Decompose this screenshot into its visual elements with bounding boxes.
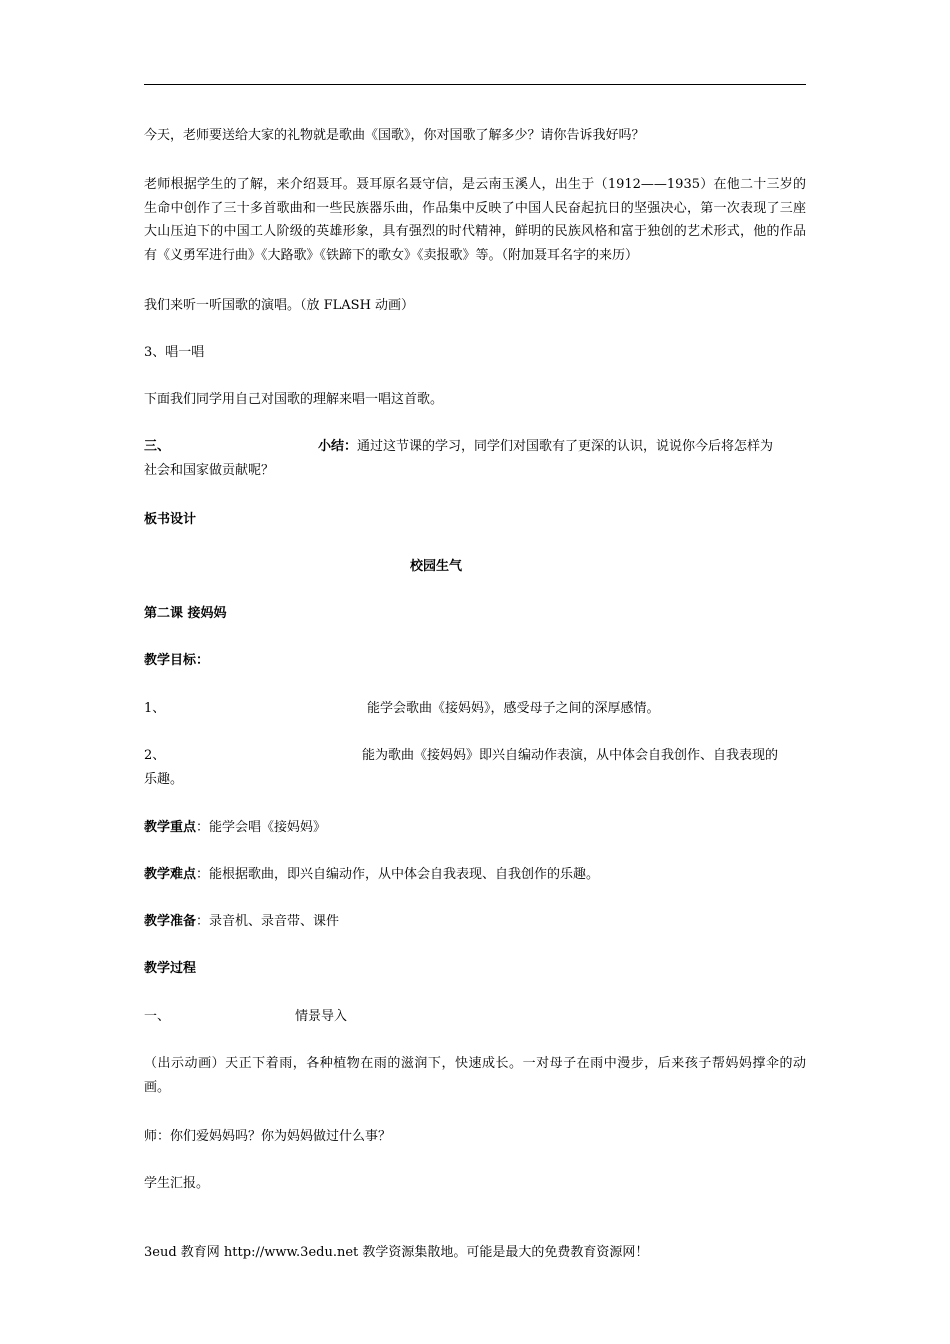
- summary-line-1: [318, 435, 773, 459]
- step-sing-heading: 3、唱一唱: [144, 345, 205, 360]
- preparation-text: ：录音机、录音带、课件: [196, 914, 340, 929]
- objective-1-text: 能学会歌曲《接妈妈》，感受母子之间的深厚感情。: [367, 701, 660, 716]
- objective-1-number: 1、: [144, 701, 166, 716]
- key-point-line: [144, 816, 326, 840]
- objective-2-text-2: 乐趣。: [144, 772, 184, 787]
- objective-2-number: 2、: [144, 748, 166, 763]
- step-1-title: 情景导入: [295, 1009, 348, 1024]
- summary-text-1: 通过这节课的学习，同学们对国歌有了更深的认识，说说你今后将怎样为: [357, 439, 774, 454]
- difficulty-line: [144, 863, 599, 887]
- paragraph-sing-together: 下面我们同学用自己对国歌的理解来唱一唱这首歌。: [144, 392, 444, 407]
- unit-title: 校园生气: [410, 559, 463, 574]
- objectives-heading: 教学目标：: [144, 653, 210, 668]
- objective-2-text-1: 能为歌曲《接妈妈》即兴自编动作表演，从中体会自我创作、自我表现的: [362, 748, 779, 763]
- summary-label: 小结：: [318, 439, 358, 454]
- difficulty-label: 教学难点: [144, 867, 197, 882]
- paragraph-student-report: 学生汇报。: [144, 1176, 210, 1191]
- paragraph-animation: （出示动画）天正下着雨，各种植物在雨的滋润下，快速成长。一对母子在雨中漫步，后来孩子帮妈妈撑伞的动画。: [144, 1056, 806, 1095]
- difficulty-text: ：能根据歌曲，即兴自编动作，从中体会自我表现、自我创作的乐趣。: [196, 867, 600, 882]
- paragraph-listen: 我们来听一听国歌的演唱。（放 FLASH 动画）: [144, 298, 415, 313]
- header-rule: [144, 84, 806, 85]
- lesson-title: 第二课 接妈妈: [144, 606, 227, 621]
- summary-number: 三、: [144, 439, 171, 454]
- paragraph-teacher-question: 师：你们爱妈妈吗？你为妈妈做过什么事？: [144, 1129, 392, 1144]
- key-point-text: ：能学会唱《接妈妈》: [196, 820, 327, 835]
- key-point-label: 教学重点: [144, 820, 197, 835]
- preparation-line: [144, 910, 339, 934]
- preparation-label: 教学准备: [144, 914, 197, 929]
- footer-text: 3eud 教育网 http://www.3edu.net 教学资源集散地。可能是最大的免费教育资源网！: [144, 1245, 649, 1260]
- paragraph-nie-er-intro: 老师根据学生的了解，来介绍聂耳。聂耳原名聂守信，是云南玉溪人，出生于（1912——1935）在他二十三岁的生命中创作了三十多首歌曲和一些民族器乐曲，作品集中反映了中国人民奋起抗日的坚强决心，第一次表现了三座大山压迫下的中国工人阶级的英雄形象，具有强烈的时代精神，鲜明的民族风格和富于独创的艺术形式，他的作品有《义勇军进行曲》《大路歌》《铁蹄下的歌女》《卖报歌》等。（附加聂耳名字的来历）: [144, 177, 806, 263]
- board-design-heading: 板书设计: [144, 512, 197, 527]
- process-heading: 教学过程: [144, 961, 197, 976]
- step-1-number: 一、: [144, 1009, 171, 1024]
- paragraph-gift: 今天，老师要送给大家的礼物就是歌曲《国歌》，你对国歌了解多少？请你告诉我好吗？: [144, 128, 645, 143]
- summary-text-2: 社会和国家做贡献呢？: [144, 463, 275, 478]
